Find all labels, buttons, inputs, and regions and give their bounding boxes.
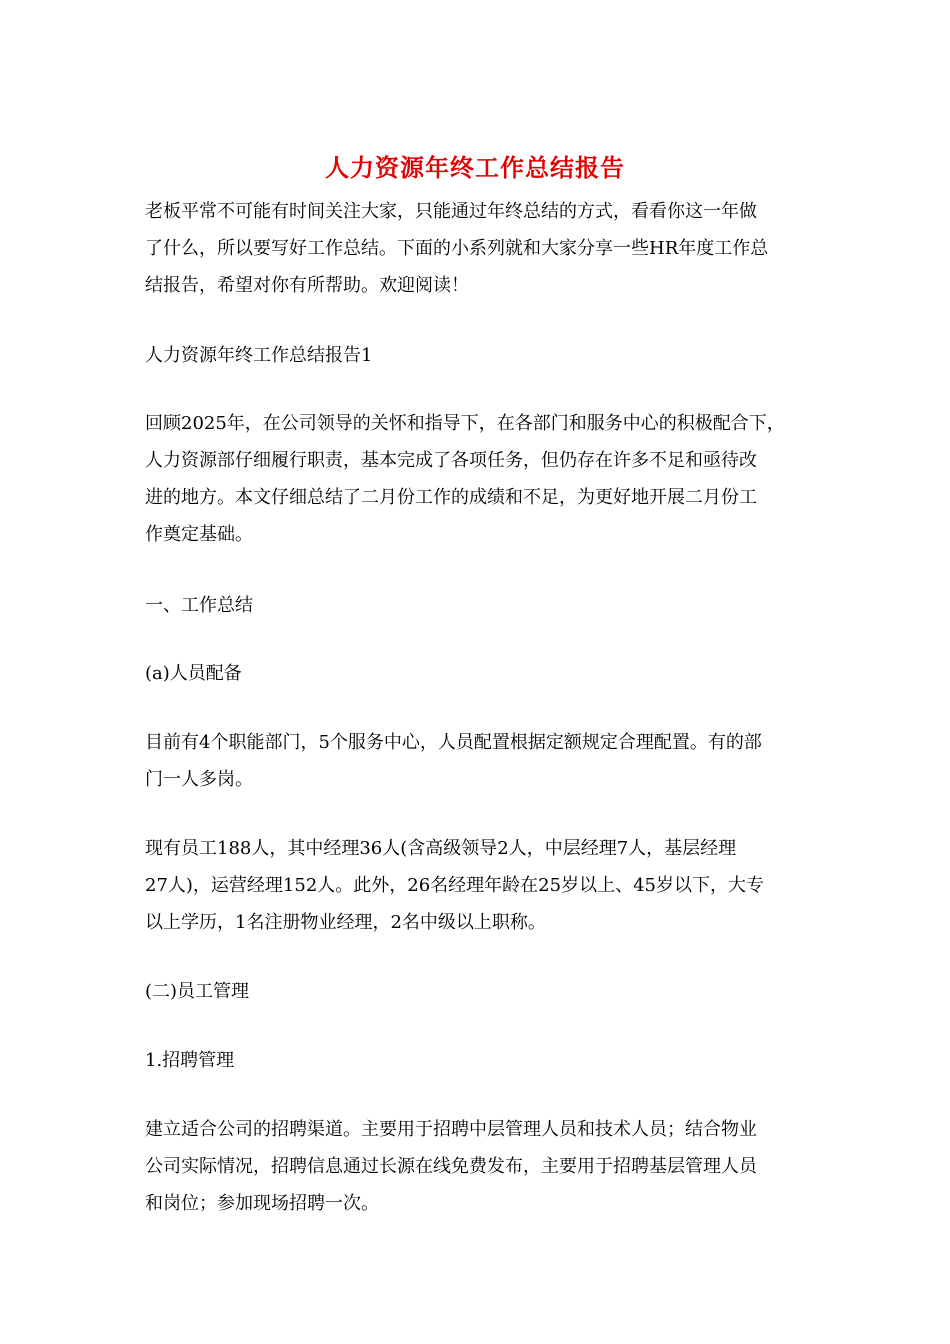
review-line: 进的地方。本文仔细总结了二月份工作的成绩和不足，为更好地开展二月份工 (145, 487, 757, 508)
intro-line: 结报告，希望对你有所帮助。欢迎阅读！ (145, 275, 469, 296)
intro-line: 了什么，所以要写好工作总结。下面的小系列就和大家分享一些HR年度工作总 (145, 238, 769, 259)
subsection-heading-text: (二)员工管理 (145, 981, 250, 1002)
intro-paragraph (145, 193, 810, 304)
employees-line: 以上学历，1名注册物业经理，2名中级以上职称。 (145, 912, 546, 933)
recruitment-paragraph (145, 1111, 810, 1222)
section-heading-text: 一、工作总结 (145, 595, 253, 616)
staffing-line: 门一人多岗。 (145, 769, 253, 790)
item-heading-1 (145, 1042, 810, 1079)
report-heading (145, 337, 810, 374)
subsection-heading-a (145, 655, 810, 692)
document-title: 人力资源年终工作总结报告 (325, 153, 625, 182)
recruitment-line: 公司实际情况，招聘信息通过长源在线免费发布，主要用于招聘基层管理人员 (145, 1156, 757, 1177)
subsection-heading-text: (a)人员配备 (145, 663, 242, 684)
report-heading-text: 人力资源年终工作总结报告1 (145, 345, 373, 366)
subsection-heading-2 (145, 973, 810, 1010)
review-line: 作奠定基础。 (145, 524, 253, 545)
staffing-line: 目前有4个职能部门，5个服务中心，人员配置根据定额规定合理配置。有的部 (145, 732, 762, 753)
employees-line: 27人)，运营经理152人。此外，26名经理年龄在25岁以上、45岁以下，大专 (145, 875, 764, 896)
staffing-paragraph (145, 724, 810, 798)
review-line: 回顾2025年，在公司领导的关怀和指导下，在各部门和服务中心的积极配合下， (145, 413, 785, 434)
section-heading-1 (145, 587, 810, 624)
item-heading-text: 1.招聘管理 (145, 1050, 235, 1071)
review-line: 人力资源部仔细履行职责，基本完成了各项任务，但仍存在许多不足和亟待改 (145, 450, 757, 471)
recruitment-line: 建立适合公司的招聘渠道。主要用于招聘中层管理人员和技术人员；结合物业 (145, 1119, 757, 1140)
recruitment-line: 和岗位；参加现场招聘一次。 (145, 1193, 379, 1214)
review-paragraph (145, 405, 810, 553)
intro-line: 老板平常不可能有时间关注大家，只能通过年终总结的方式，看看你这一年做 (145, 201, 757, 222)
employees-paragraph (145, 830, 810, 941)
employees-line: 现有员工188人，其中经理36人(含高级领导2人，中层经理7人，基层经理 (145, 838, 737, 859)
